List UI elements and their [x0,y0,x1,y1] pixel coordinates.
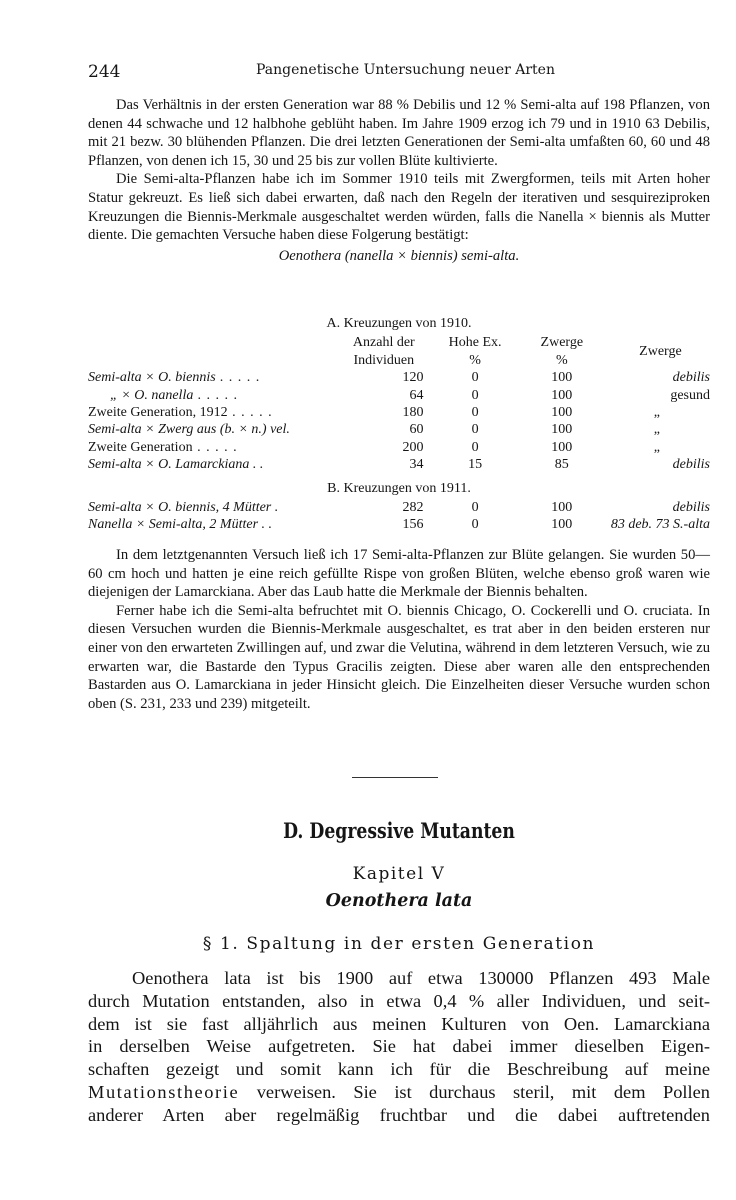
cell-zwerge: 100 [551,517,573,533]
cell-anzahl: 156 [402,517,424,533]
col-header-zwerge-2: % [555,352,568,368]
cell-anzahl: 180 [402,405,424,421]
row-label: Semi-alta × O. Lamarckiana [88,457,250,473]
cell-zwerge: 100 [551,422,573,438]
row-label: Semi-alta × O. biennis [88,370,216,386]
cell-zwerge: 100 [551,439,573,455]
cell-type: „ [653,405,660,421]
cell-zwerge: 100 [551,500,573,516]
table-row: Semi-alta × O. biennis, 4 Mütter . 282 0 100 debilis [88,500,710,516]
page-header [88,62,710,84]
paragraph-2: Die Semi-alta-Pflanzen habe ich im Sommer 1910 teils mit Zwergformen, teils mit Arten hoher Statur gekreuzt. Es ließ sich dabei erwarten, daß nach den Regeln der iterativen und sesquireziproken Kreuzungen die Biennis-Merkmale ausgeschaltet werden würden, falls die Nanella × biennis als Mutter diente. Die gemachten Versuche haben diese Folgerung bestätigt: [88,171,710,244]
cell-anzahl: 200 [402,439,424,455]
section-a-label: A. Kreuzungen von 1910. [326,316,472,331]
table-row [88,439,710,456]
table-row [88,369,710,386]
body-text-bottom [88,967,710,1127]
col-header-zwerge-1: Zwerge [540,335,584,351]
row-label: Nanella × Semi-alta, 2 Mütter [88,517,259,533]
row-label: Semi-alta × Zwerg aus (b. × n.) vel. [88,422,290,438]
body-text-top [88,96,710,265]
table-row [88,404,710,421]
table-row [88,387,710,404]
row-label: Zweite Generation [88,439,193,455]
col-header-hohe-1: Hohe Ex. [448,335,502,351]
cell-anzahl: 282 [402,500,424,516]
subsection-heading: § 1. Spaltung in der ersten Generation [202,934,596,954]
text-line [88,1081,710,1104]
col-header-hohe-2: % [469,352,481,368]
cell-type: 83 deb. 73 S.-alta [610,517,710,533]
text-line: schaften gezeigt und somit kann ich für die Beschreibung auf meine [88,1059,710,1080]
text-line: durch Mutation entstanden, also in etwa 0,4 % aller Individuen, und seit- [88,990,710,1011]
running-title: Pangenetische Untersuchung neuer Arten [256,62,555,78]
cell-zwerge: 85 [554,457,569,473]
cell-zwerge: 100 [551,387,573,403]
text-fragment: verweisen. Sie ist durchaus steril, mit dem Pollen [239,1081,710,1102]
col-header-anzahl-1: Anzahl der [352,335,415,351]
cell-anzahl: 34 [409,457,424,473]
cell-hohe: 0 [471,422,479,438]
cell-zwerge: 100 [551,370,573,386]
cell-type: „ [653,439,660,455]
page-number: 244 [88,62,121,82]
chapter-title: Oenothera lata [325,891,473,911]
section-heading: D. Degressive Mutanten [283,818,515,843]
text-line: Oenothera lata ist bis 1900 auf etwa 130000 Pflanzen 493 Male [132,968,710,988]
table-row: Nanella × Semi-alta, 2 Mütter . . 156 0 100 83 deb. 73 S.-alta [88,517,710,533]
section-b-label: B. Kreuzungen von 1911. [327,480,471,496]
crossing-table [88,314,710,534]
cell-anzahl: 64 [409,387,424,403]
cell-anzahl: 60 [409,422,424,438]
cell-type: debilis [672,500,710,516]
text-line: in derselben Weise aufgetreten. Sie hat dabei immer dieselben Eigen- [88,1036,710,1057]
cell-type: „ [653,422,660,438]
col-header-anzahl-2: Individuen [353,352,415,368]
section-divider [352,777,438,778]
row-label: „ × O. nanella [110,387,194,403]
text-line: dem ist sie fast alljährlich aus meinen Kulturen von Oen. Lamarckiana [88,1013,710,1034]
paragraph-1: Das Verhältnis in der ersten Generation war 88 % Debilis und 12 % Semi-alta auf 198 Pflanzen, von denen 44 schwache und 12 halbhohe geblüht haben. Im Jahre 1909 erzog ich 79 und in 1910 63 Debilis, mit 21 bezw. 30 blühenden Pflanzen. Die drei letzten Generationen der Semi-alta umfaßten 60, 60 und 48 Pflanzen, von denen ich 15, 30 und 25 bis zur vollen Blüte kultivierte. [88,97,710,169]
body-text-middle [88,546,710,713]
paragraph-3: In dem letztgenannten Versuch ließ ich 17 Semi-alta-Pflanzen zur Blüte gelangen. Sie wurden 50—60 cm hoch und hatten je eine reich gefüllte Rispe von großen Blüten, welche ebenso groß waren wie diejenigen der Lamarckiana. Aber das Laub hatte die Merkmale der Biennis behalten. [88,547,710,601]
cell-hohe: 0 [471,500,479,516]
table-row [88,421,710,438]
table-caption: Oenothera (nanella × biennis) semi-alta. [278,247,520,264]
cell-hohe: 0 [471,405,479,421]
cell-hohe: 0 [471,517,479,533]
chapter-number: Kapitel V [352,864,446,884]
table-row: Semi-alta × O. Lamarckiana . . 34 15 85 debilis [88,457,710,473]
text-line: anderer Arten aber regelmäßig fruchtbar und die dabei auftretenden [88,1104,710,1125]
paragraph-4: Ferner habe ich die Semi-alta befruchtet mit O. biennis Chicago, O. Cockerelli und O. cruciata. In diesen Versuchen wurden die Biennis-Merkmale ausgeschaltet, es trat aber in den beiden ersteren nur einer von den erwarteten Zwillingen auf, und zwar die Velutina, während in dem letzteren Versuch, wie zu erwarten war, die Bastarde den Typus Gracilis zeigten. Diese aber waren alle den entsprechenden Bastarden aus O. Lamarckiana in jeder Hinsicht gleich. Die Einzelheiten dieser Versuche wurden schon oben (S. 231, 233 und 239) mitgeteilt. [88,602,710,712]
cell-type: debilis [672,457,710,473]
cell-type: gesund [670,387,710,403]
cell-hohe: 0 [471,439,479,455]
book-title: Mutationstheorie [88,1081,240,1102]
col-header-zwerge-type: Zwerge [639,344,682,360]
row-label: Semi-alta × O. biennis, 4 Mütter [88,500,272,516]
cell-hohe: 15 [468,457,483,473]
row-label: Zweite Generation, 1912 [88,405,228,421]
cell-hohe: 0 [471,387,479,403]
cell-type: debilis [672,370,710,386]
cell-hohe: 0 [471,370,479,386]
cell-anzahl: 120 [402,370,424,386]
cell-zwerge: 100 [551,405,573,421]
